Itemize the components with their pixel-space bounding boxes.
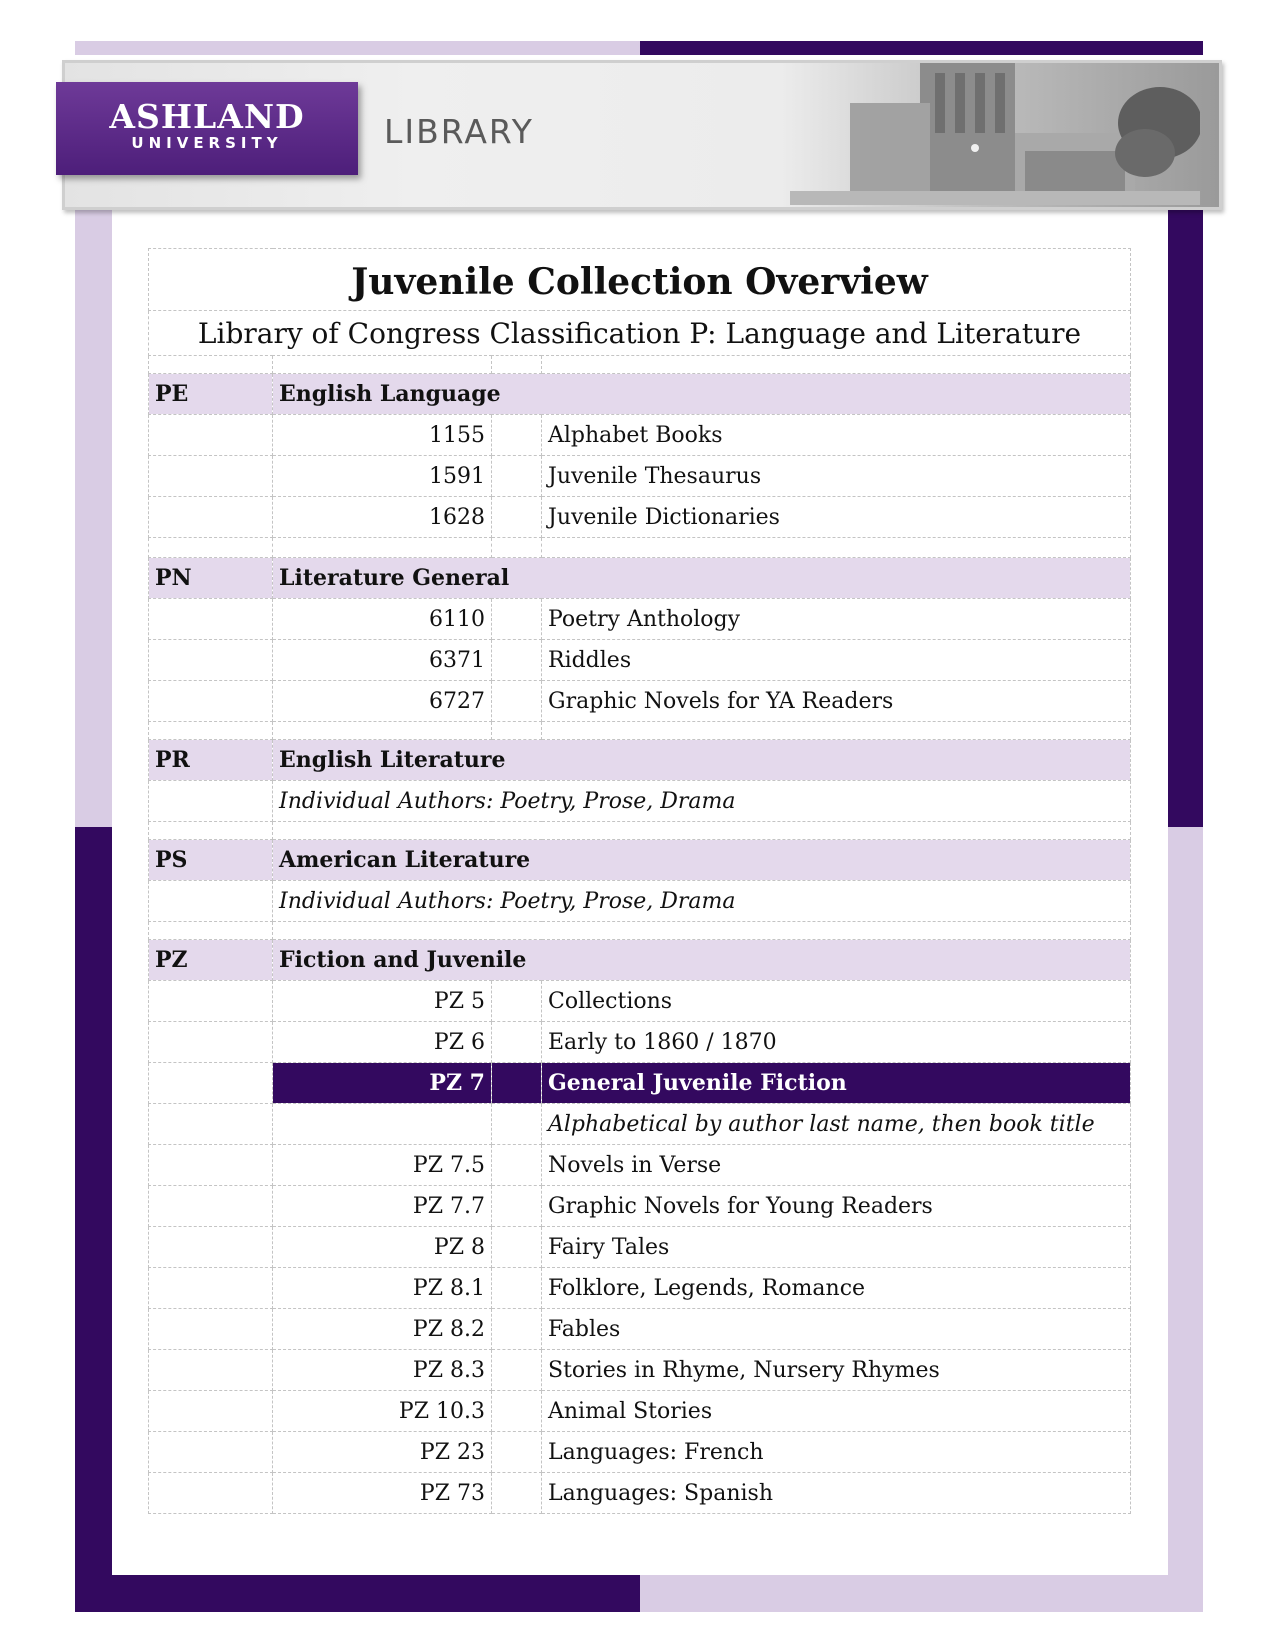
table-row [149, 1432, 1131, 1473]
table-row [149, 497, 1131, 538]
subject-description: Riddles [542, 640, 1131, 681]
spacer-row [149, 922, 1131, 940]
subject-description: Languages: French [542, 1432, 1131, 1473]
page-title: Juvenile Collection Overview [149, 249, 1131, 311]
category-name: Fiction and Juvenile [273, 940, 1131, 981]
subject-description: Collections [542, 981, 1131, 1022]
call-number: PZ 8.2 [273, 1309, 492, 1350]
page-subtitle: Library of Congress Classification P: Language and Literature [149, 311, 1131, 356]
table-row [149, 1473, 1131, 1514]
subject-description: Poetry Anthology [542, 599, 1131, 640]
library-building-photo [790, 63, 1200, 205]
call-number: 1628 [273, 497, 492, 538]
category-name: English Language [273, 374, 1131, 415]
table-row [149, 1391, 1131, 1432]
call-number [273, 1104, 492, 1145]
category-row-pr [149, 740, 1131, 781]
table-row [149, 1022, 1131, 1063]
subtitle-row [149, 311, 1131, 356]
subject-description: Animal Stories [542, 1391, 1131, 1432]
call-number: PZ 73 [273, 1473, 492, 1514]
category-row-pn [149, 558, 1131, 599]
table-row [149, 881, 1131, 922]
call-number: PZ 23 [273, 1432, 492, 1473]
subject-description: Graphic Novels for YA Readers [542, 681, 1131, 722]
table-row [149, 1186, 1131, 1227]
call-number: PZ 7.7 [273, 1186, 492, 1227]
spacer-row [149, 822, 1131, 840]
call-number: PZ 10.3 [273, 1391, 492, 1432]
subject-description: Early to 1860 / 1870 [542, 1022, 1131, 1063]
subject-description: Alphabet Books [542, 415, 1131, 456]
table-row [149, 1268, 1131, 1309]
call-number: PZ 7.5 [273, 1145, 492, 1186]
logo-subtitle: UNIVERSITY [131, 134, 283, 152]
call-number: PZ 8 [273, 1227, 492, 1268]
category-code: PR [149, 740, 273, 781]
call-number: PZ 8.3 [273, 1350, 492, 1391]
category-code: PS [149, 840, 273, 881]
spacer-row [149, 538, 1131, 558]
logo-title: ASHLAND [109, 97, 305, 136]
table-row [149, 1227, 1131, 1268]
subject-description: Fairy Tales [542, 1227, 1131, 1268]
subject-description: Juvenile Thesaurus [542, 456, 1131, 497]
table-row [149, 1145, 1131, 1186]
frame-bar-left-upper [75, 200, 112, 827]
table-row [149, 456, 1131, 497]
classification-table [148, 248, 1131, 1514]
call-number: 1591 [273, 456, 492, 497]
table-row [149, 781, 1131, 822]
frame-bar-bottom-right [640, 1575, 1203, 1612]
frame-bar-right-upper [1168, 200, 1203, 827]
category-name: Literature General [273, 558, 1131, 599]
spacer-row [149, 356, 1131, 374]
subject-description: Graphic Novels for Young Readers [542, 1186, 1131, 1227]
frame-bar-right-lower [1168, 827, 1203, 1612]
call-number: 6727 [273, 681, 492, 722]
table-row [149, 681, 1131, 722]
frame-bar-top-left [75, 41, 640, 55]
subject-description: Alphabetical by author last name, then book title [542, 1104, 1131, 1145]
subject-description: Folklore, Legends, Romance [542, 1268, 1131, 1309]
category-note: Individual Authors: Poetry, Prose, Drama [273, 881, 1131, 922]
category-code: PN [149, 558, 273, 599]
call-number: PZ 5 [273, 981, 492, 1022]
category-row-pz [149, 940, 1131, 981]
frame-bar-top-right [640, 41, 1203, 55]
subject-description: Fables [542, 1309, 1131, 1350]
collection-overview-document [148, 248, 1130, 1514]
table-row [149, 1104, 1131, 1145]
call-number: 1155 [273, 415, 492, 456]
category-row-ps [149, 840, 1131, 881]
category-note: Individual Authors: Poetry, Prose, Drama [273, 781, 1131, 822]
category-name: English Literature [273, 740, 1131, 781]
category-name: American Literature [273, 840, 1131, 881]
subject-description: Novels in Verse [542, 1145, 1131, 1186]
subject-description: Juvenile Dictionaries [542, 497, 1131, 538]
table-row [149, 415, 1131, 456]
table-row [149, 1309, 1131, 1350]
call-number: 6371 [273, 640, 492, 681]
table-row [149, 599, 1131, 640]
highlighted-row-general-juvenile-fiction [149, 1063, 1131, 1104]
category-code: PE [149, 374, 273, 415]
frame-bar-left-lower [75, 827, 112, 1612]
category-row-pe [149, 374, 1131, 415]
subject-description: General Juvenile Fiction [542, 1063, 1131, 1104]
subject-description: Stories in Rhyme, Nursery Rhymes [542, 1350, 1131, 1391]
call-number: PZ 8.1 [273, 1268, 492, 1309]
table-row [149, 1350, 1131, 1391]
spacer-row [149, 722, 1131, 740]
table-row [149, 981, 1131, 1022]
title-row [149, 249, 1131, 311]
call-number: PZ 6 [273, 1022, 492, 1063]
table-row [149, 640, 1131, 681]
category-code: PZ [149, 940, 273, 981]
subject-description: Languages: Spanish [542, 1473, 1131, 1514]
ashland-university-logo[interactable] [56, 82, 358, 175]
call-number: PZ 7 [273, 1063, 492, 1104]
frame-bar-bottom-left [75, 1575, 640, 1612]
call-number: 6110 [273, 599, 492, 640]
library-label: LIBRARY [384, 112, 534, 151]
